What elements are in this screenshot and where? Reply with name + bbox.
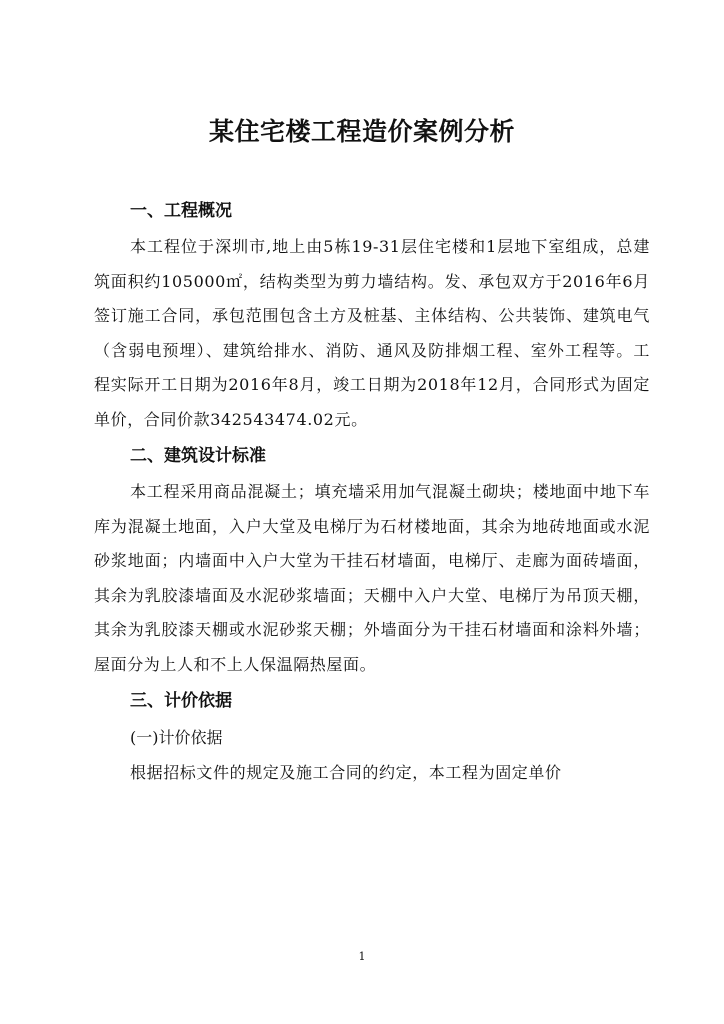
paragraph-design-standard: 本工程采用商品混凝土；填充墙采用加气混凝土砌块；楼地面中地下车库为混凝土地面，入户大堂及电梯厅为石材楼地面，其余为地砖地面或水泥砂浆地面；内墙面中入户大堂为干挂石材墙面，电梯厅、走廊为面砖墙面，其余为乳胶漆墙面及水泥砂浆墙面；天棚中入户大堂、电梯厅为吊顶天棚，其余为乳胶漆天棚或水泥砂浆天棚；外墙面分为干挂石材墙面和涂料外墙；屋面分为上人和不上人保温隔热屋面。 <box>94 482 650 674</box>
subheading-pricing-basis: (一)计价依据 <box>130 728 223 747</box>
document-title: 某住宅楼工程造价案例分析 <box>208 117 515 146</box>
document-body <box>94 192 650 791</box>
paragraph-overview: 本工程位于深圳市,地上由5栋19-31层住宅楼和1层地下室组成，总建筑面积约105000㎡，结构类型为剪力墙结构。发、承包双方于2016年6月签订施工合同，承包范围包含土方及桩基、主体结构、公共装饰、建筑电气（含弱电预埋）、建筑给排水、消防、通风及防排烟工程、室外工程等。工程实际开工日期为2016年8月，竣工日期为2018年12月，合同形式为固定单价，合同价款342543474.02元。 <box>94 237 650 429</box>
section-heading-design-standard: 二、建筑设计标准 <box>130 446 266 466</box>
paragraph-pricing-basis: 根据招标文件的规定及施工合同的约定，本工程为固定单价 <box>130 763 562 782</box>
page-number: 1 <box>358 950 366 963</box>
section-heading-pricing-basis: 三、计价依据 <box>130 691 232 711</box>
section-heading-overview: 一、工程概况 <box>130 201 232 221</box>
